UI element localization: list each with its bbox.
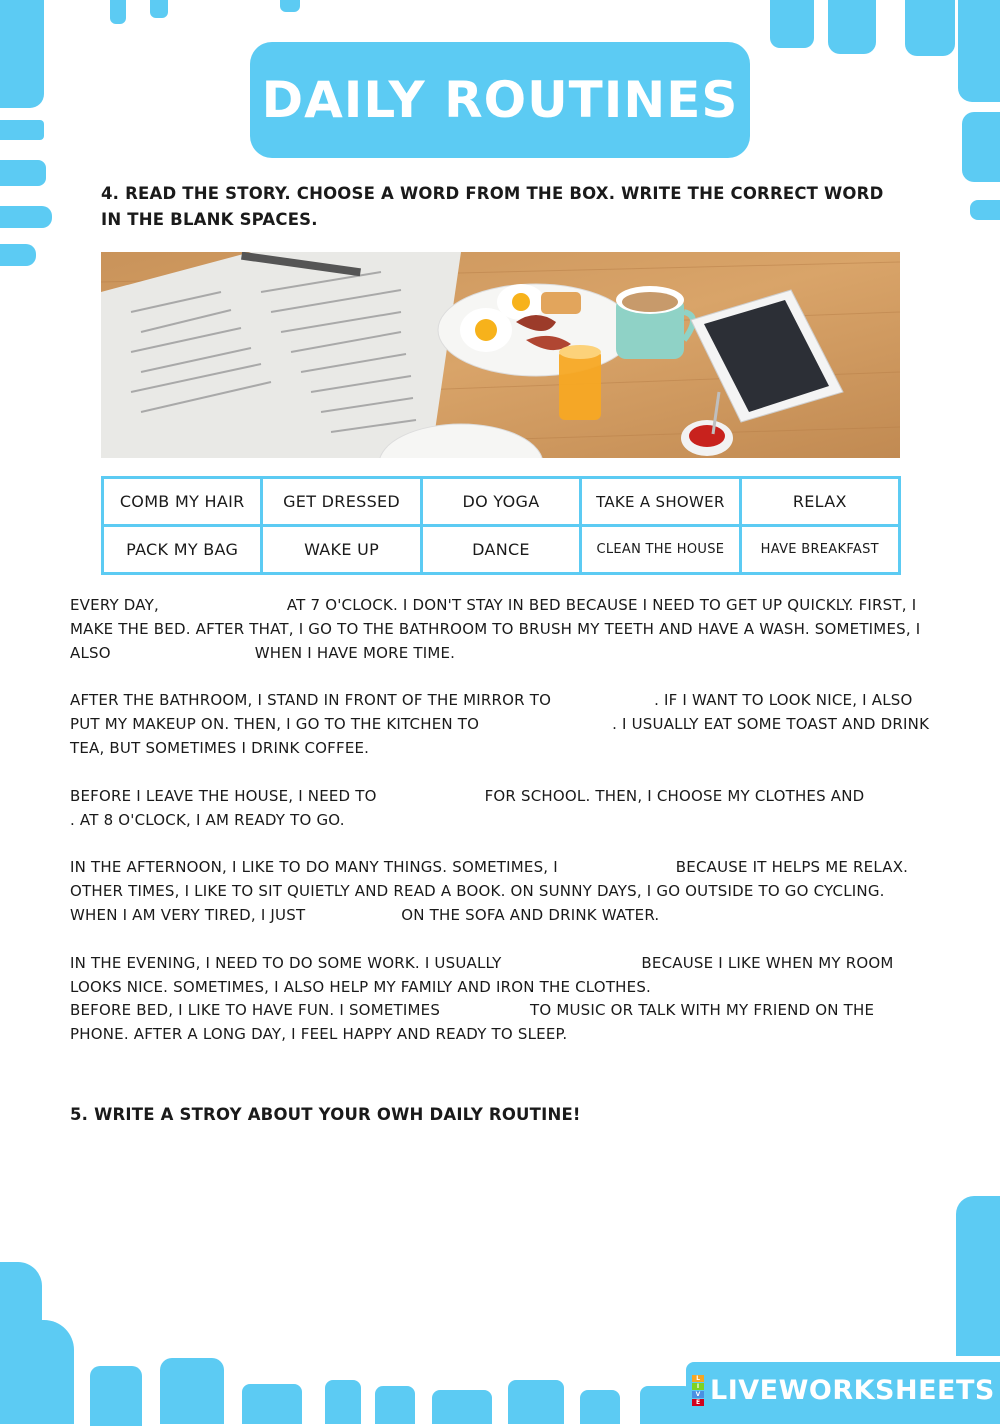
story-text-segment: . I USUALLY EAT SOME TOAST AND DRINK TEA, BUT SOMETIMES I DRINK COFFEE. <box>70 715 930 757</box>
story-text-segment: BEFORE I LEAVE THE HOUSE, I NEED TO <box>70 786 377 805</box>
logo-badge-letter: E <box>692 1399 704 1406</box>
decor-stroke <box>640 1386 692 1424</box>
story-paragraph <box>70 594 930 665</box>
decor-stroke <box>828 0 876 54</box>
decor-stroke <box>962 112 1000 182</box>
word-take-a-shower: TAKE A SHOWER <box>581 478 740 526</box>
decor-stroke <box>160 1358 224 1424</box>
story-text-segment: BECAUSE IT HELPS ME RELAX. OTHER TIMES, I LIKE TO SIT QUIETLY AND READ A BOOK. ON SUNNY DAYS, I GO OUTSIDE TO GO CYCLING. WHEN I AM VERY TIRED, I JUST <box>70 858 909 924</box>
decor-stroke <box>970 200 1000 220</box>
story-text-segment: . AT 8 O'CLOCK, I AM READY TO GO. <box>70 810 345 829</box>
decor-stroke <box>0 160 46 186</box>
brand-name: LIVEWORKSHEETS <box>710 1374 995 1406</box>
word-clean-the-house: CLEAN THE HOUSE <box>581 526 740 574</box>
logo-badge-letter: L <box>692 1375 704 1382</box>
story-text-segment: AT 7 O'CLOCK. I DON'T STAY IN BED BECAUSE I NEED TO GET UP QUICKLY. FIRST, I MAKE THE BED. AFTER THAT, I GO TO THE BATHROOM TO BRUSH MY TEETH AND HAVE A WASH. SOMETIMES, I ALSO <box>70 596 921 662</box>
story-text-segment: BEFORE BED, I LIKE TO HAVE FUN. I SOMETIMES <box>70 1001 441 1020</box>
word-wake-up: WAKE UP <box>262 526 421 574</box>
newspaper <box>101 252 461 458</box>
word-box-row <box>103 526 900 574</box>
word-dance: DANCE <box>421 526 580 574</box>
story-paragraph <box>70 689 930 760</box>
decor-stroke <box>0 206 52 228</box>
page-title: DAILY ROUTINES <box>261 71 739 129</box>
story-text-segment: IN THE EVENING, I NEED TO DO SOME WORK. I USUALLY <box>70 953 502 972</box>
breakfast-plate <box>438 284 634 376</box>
story-text-segment: AFTER THE BATHROOM, I STAND IN FRONT OF THE MIRROR TO <box>70 691 552 710</box>
title-banner <box>250 42 750 158</box>
word-get-dressed: GET DRESSED <box>262 478 421 526</box>
breakfast-photo <box>101 252 900 458</box>
decor-stroke <box>905 0 955 56</box>
decor-stroke <box>0 120 44 140</box>
coffee-cup <box>616 286 693 359</box>
story-text-segment: BECAUSE I LIKE WHEN MY ROOM LOOKS NICE. SOMETIMES, I ALSO HELP MY FAMILY AND IRON THE CLOTHES. <box>70 953 894 996</box>
decor-stroke <box>150 0 168 18</box>
decor-stroke <box>90 1366 142 1426</box>
exercise-4-instruction: 4. READ THE STORY. CHOOSE A WORD FROM THE BOX. WRITE THE CORRECT WORD IN THE BLANK SPACES. <box>101 184 884 229</box>
decor-stroke <box>242 1384 302 1424</box>
story-text-segment: IN THE AFTERNOON, I LIKE TO DO MANY THINGS. SOMETIMES, I <box>70 858 558 877</box>
story-text <box>70 594 930 1071</box>
story-text-segment: . IF I WANT TO LOOK NICE, I ALSO PUT MY MAKEUP ON. THEN, I GO TO THE KITCHEN TO <box>70 691 913 734</box>
decor-stroke <box>280 0 300 12</box>
word-do-yoga: DO YOGA <box>421 478 580 526</box>
word-relax: RELAX <box>740 478 899 526</box>
decor-stroke <box>508 1380 564 1424</box>
orange-juice-glass <box>559 345 601 420</box>
word-have-breakfast: HAVE BREAKFAST <box>740 526 899 574</box>
story-paragraph <box>70 856 930 927</box>
decor-stroke <box>956 1196 1000 1356</box>
story-paragraph <box>70 952 930 1047</box>
logo-badge-letter: I <box>692 1383 704 1390</box>
story-text-segment: EVERY DAY, <box>70 596 159 614</box>
word-pack-my-bag: PACK MY BAG <box>103 526 262 574</box>
decor-stroke <box>375 1386 415 1424</box>
decor-stroke <box>110 0 126 24</box>
decor-stroke <box>0 0 44 108</box>
story-paragraph <box>70 785 930 833</box>
word-box <box>101 476 901 575</box>
decor-stroke <box>580 1390 620 1424</box>
decor-stroke <box>325 1380 361 1424</box>
decor-stroke <box>770 0 814 48</box>
word-comb-my-hair: COMB MY HAIR <box>103 478 262 526</box>
word-box-row <box>103 478 900 526</box>
story-text-segment: FOR SCHOOL. THEN, I CHOOSE MY CLOTHES AND <box>484 786 865 805</box>
decor-stroke <box>432 1390 492 1424</box>
logo-badge-icon <box>692 1375 704 1406</box>
decor-stroke <box>0 1320 74 1424</box>
decor-stroke <box>0 244 36 266</box>
story-text-segment: WHEN I HAVE MORE TIME. <box>254 643 456 662</box>
exercise-5-instruction: 5. WRITE A STROY ABOUT YOUR OWH DAILY ROUTINE! <box>70 1105 581 1124</box>
liveworksheets-logo <box>692 1374 995 1406</box>
story-text-segment: ON THE SOFA AND DRINK WATER. <box>401 905 660 924</box>
story-text-segment: TO MUSIC OR TALK WITH MY FRIEND ON THE PHONE. AFTER A LONG DAY, I FEEL HAPPY AND READY TO SLEEP. <box>70 1001 875 1044</box>
logo-badge-letter: V <box>692 1391 704 1398</box>
decor-stroke <box>958 0 1000 102</box>
